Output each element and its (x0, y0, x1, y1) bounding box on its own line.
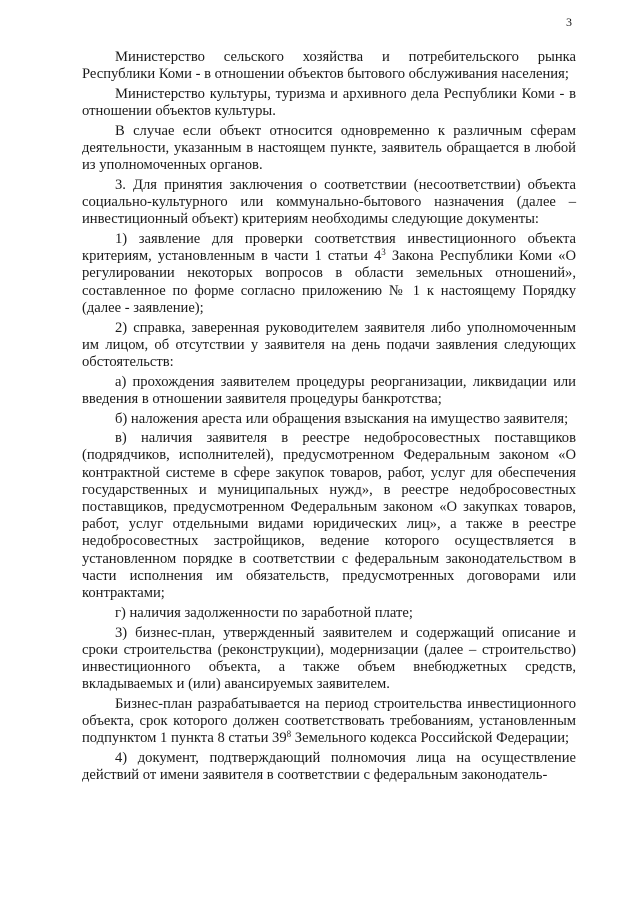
paragraph-subitem-4-authority: 4) документ, подтверждающий полномочия лица на осуществление действий от имени заявителя в соответствии с федеральным законодатель- (82, 749, 576, 784)
text-run: 1) заявление для проверки соответствия инвестиционного объекта критериям, установленным в части 1 статьи 4 (82, 231, 576, 265)
paragraph-subitem-3-business-plan: 3) бизнес-план, утвержденный заявителем и содержащий описание и сроки строительства (реконструкции), модернизации (далее – строительство) инвестиционного объекта, а также объем внебюджетных средств, вкладываемых и (или) авансируемых заявителем. (82, 624, 576, 693)
paragraph-item-3: 3. Для принятия заключения о соответствии (несоответствии) объекта социально-культурного или коммунально-бытового назначения (далее – инвестиционный объект) критериям необходимы следующие документы: (82, 176, 576, 228)
paragraph-ministry-agriculture: Министерство сельского хозяйства и потребительского рынка Республики Коми - в отношении объектов бытового обслуживания населения; (82, 49, 576, 83)
paragraph-subitem-1-application (82, 231, 576, 317)
text-run: Бизнес-план разрабатывается на период строительства инвестиционного объекта, срок которого должен соответствовать требованиям, установленным подпунктом 1 пункта 8 статьи 39 (82, 695, 576, 747)
paragraph-subitem-2-certificate: 2) справка, заверенная руководителем заявителя либо уполномоченным им лицом, об отсутствии у заявителя на день подачи заявления следующих обстоятельств: (82, 319, 576, 370)
paragraph-business-plan-period (82, 696, 576, 748)
document-body (82, 49, 576, 787)
page-number: 3 (566, 15, 572, 29)
paragraph-condition-b: б) наложения ареста или обращения взыскания на имущество заявителя; (115, 410, 569, 427)
text-run: Земельного кодекса Российской Федерации; (291, 730, 570, 747)
text-run: Закона Республики Коми «О регулировании некоторых вопросов в области земельных отношений», составленное по форме согласно приложению № 1 к настоящему Порядку (далее - заявление); (82, 248, 576, 316)
paragraph-condition-g: г) наличия задолженности по заработной плате; (115, 604, 413, 621)
paragraph-condition-a: а) прохождения заявителем процедуры реорганизации, ликвидации или введения в отношении заявителя процедуры банкротства; (82, 373, 576, 407)
superscript: 3 (381, 247, 386, 258)
paragraph-multiple-spheres: В случае если объект относится одновременно к различным сферам деятельности, указанным в настоящем пункте, заявитель обращается в любой из уполномоченных органов. (82, 122, 576, 174)
superscript: 8 (286, 729, 292, 740)
paragraph-condition-v: в) наличия заявителя в реестре недобросовестных поставщиков (подрядчиков, исполнителей), предусмотренном Федеральным законом «О контрактной системе в сфере закупок товаров, работ, услуг для обеспечения государственных и муниципальных нужд», в реестре недобросовестных поставщиков, предусмотренном Федеральным законом «О закупках товаров, работ, услуг отдельными видами юридических лиц», а также в реестре недобросовестных застройщиков, ведение которого осуществляется в установленном порядке в соответствии с федеральным законодательством в части исполнения им обязательств, предусмотренных договорами или контрактами; (82, 430, 576, 602)
paragraph-ministry-culture: Министерство культуры, туризма и архивного дела Республики Коми - в отношении объектов культуры. (82, 85, 576, 120)
